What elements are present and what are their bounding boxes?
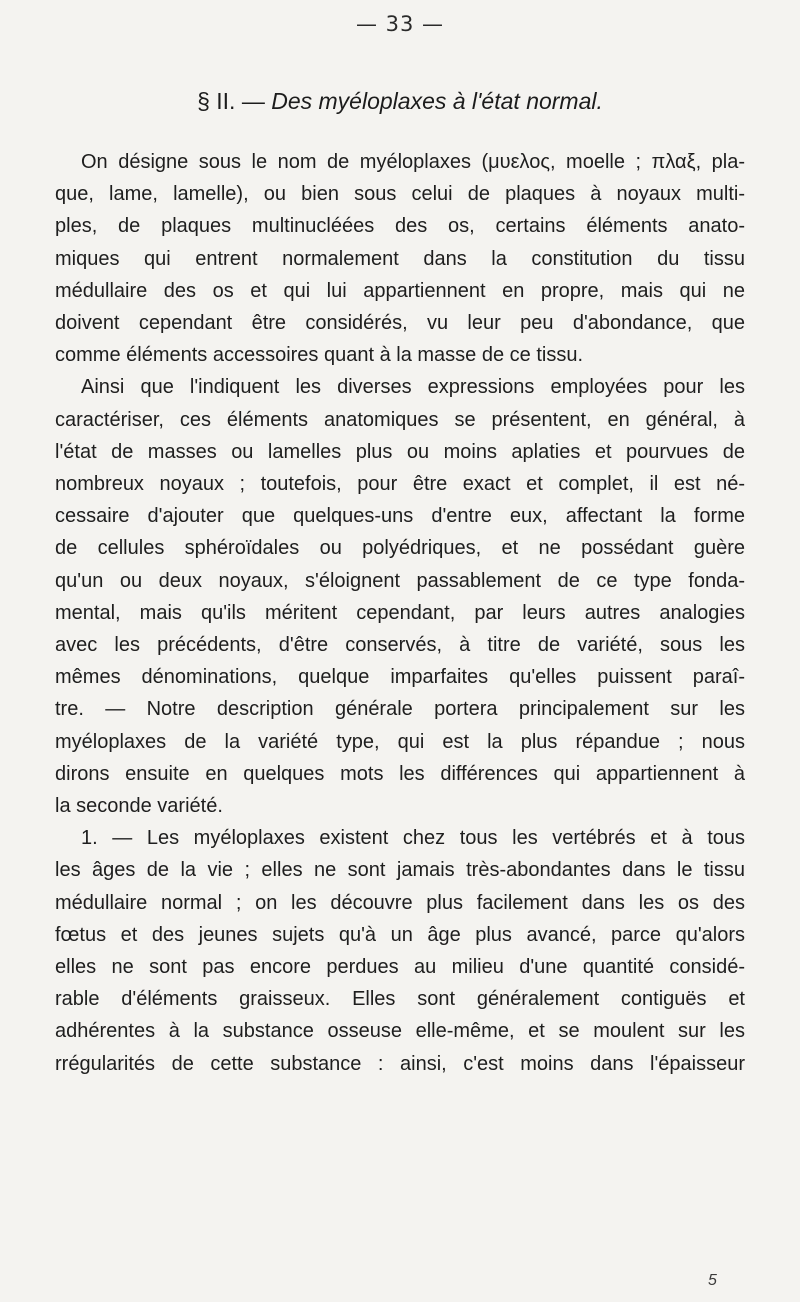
text-line: myéloplaxes de la variété type, qui est la plus répandue ; nous [55,730,745,753]
text-line: de cellules sphéroïdales ou polyédriques, et ne possédant guère [55,537,745,560]
signature-mark: 5 [708,1272,717,1289]
text-line: rrégularités de cette substance : ainsi, c'est moins dans l'épaisseur [55,1052,745,1075]
text-line: l'état de masses ou lamelles plus ou moins aplaties et pourvues de [55,440,745,463]
text-line: rable d'éléments graisseux. Elles sont généralement contiguës et [55,988,745,1011]
text-line: qu'un ou deux noyaux, s'éloignent passablement de ce type fonda- [55,569,745,592]
text-line: dirons ensuite en quelques mots les différences qui appartiennent à [55,762,745,785]
text-line: elles ne sont pas encore perdues au milieu d'une quantité considé- [55,956,745,979]
text-line: avec les précédents, d'être conservés, à titre de variété, sous les [55,634,745,657]
text-line: comme éléments accessoires quant à la masse de ce tissu. [55,344,584,367]
text-line: mêmes dénominations, quelque imparfaites qu'elles puissent paraî- [55,666,745,689]
text-line: adhérentes à la substance osseuse elle-même, et se moulent sur les [55,1020,745,1043]
section-title: Des myéloplaxes à l'état normal. [271,88,603,114]
text-line: médullaire normal ; on les découvre plus facilement dans les os des [55,891,745,914]
text-line: tre. — Notre description générale portera principalement sur les [55,698,745,721]
section-heading [0,88,800,115]
text-line: On désigne sous le nom de myéloplaxes (μυελος, moelle ; πλαξ, pla- [81,151,745,173]
text-line: les âges de la vie ; elles ne sont jamais très-abondantes dans le tissu [55,859,745,882]
text-line: caractériser, ces éléments anatomiques se présentent, en général, à [55,408,745,431]
text-line: 1. — Les myéloplaxes existent chez tous les vertébrés et à tous [81,827,745,850]
section-number: § II. — [197,88,272,114]
text-line: la seconde variété. [55,795,223,818]
text-line: mental, mais qu'ils méritent cependant, par leurs autres analogies [55,601,745,624]
text-line: que, lame, lamelle), ou bien sous celui de plaques à noyaux multi- [55,183,745,206]
text-line: miques qui entrent normalement dans la constitution du tissu [55,247,745,270]
text-line: nombreux noyaux ; toutefois, pour être exact et complet, il est né- [55,473,745,496]
body-text [55,146,745,1080]
text-line: doivent cependant être considérés, vu leur peu d'abondance, que [55,312,745,335]
page-number: — 33 — [355,12,445,36]
text-line: Ainsi que l'indiquent les diverses expressions employées pour les [81,376,745,399]
text-line: médullaire des os et qui lui appartiennent en propre, mais qui ne [55,279,745,302]
text-line: fœtus et des jeunes sujets qu'à un âge plus avancé, parce qu'alors [55,923,745,946]
text-line: cessaire d'ajouter que quelques-uns d'entre eux, affectant la forme [55,505,745,528]
text-line: ples, de plaques multinucléées des os, certains éléments anato- [55,215,745,238]
